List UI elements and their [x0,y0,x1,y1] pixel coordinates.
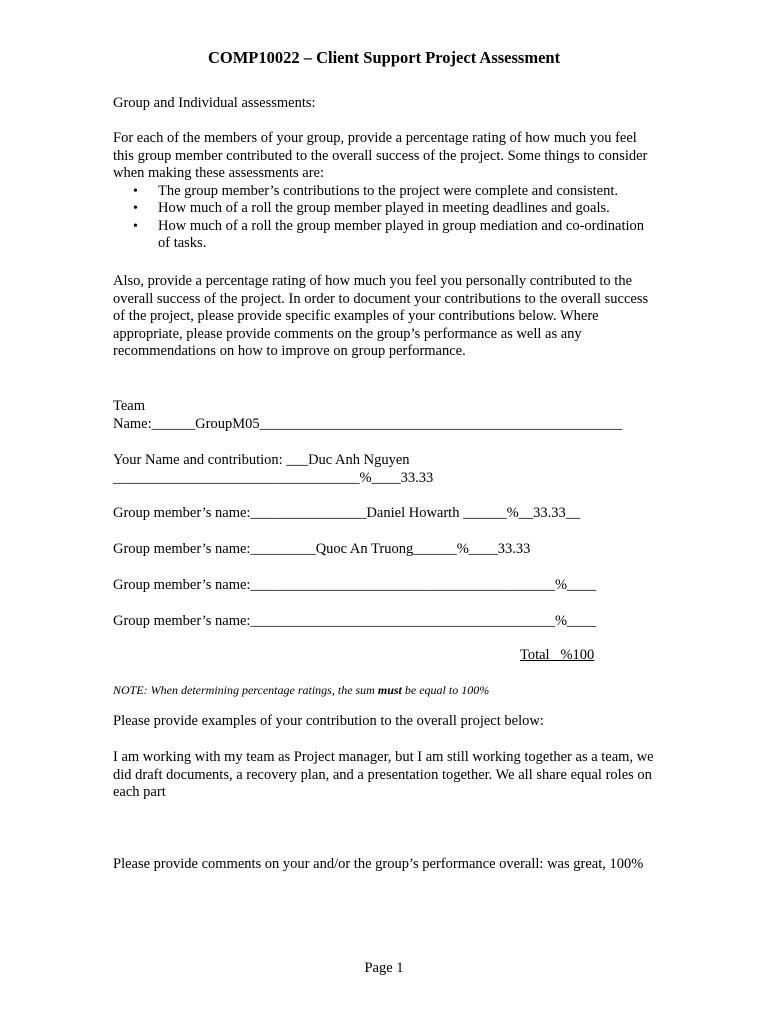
member-row-1: Group member’s name:________________Daniel Howarth ______%__33.33__ [113,505,581,521]
member-row-2: Group member’s name:_________Quoc An Truong______%____33.33 [113,541,531,557]
member-row-4: Group member’s name:__________________________________________%____ [113,613,597,629]
list-item: • How much of a roll the group member played in group mediation and co-ordination of tasks. [113,218,658,253]
member-row-3: Group member’s name:__________________________________________%____ [113,577,597,593]
total-percentage: Total %100 [520,647,595,663]
note-prefix: NOTE: When determining percentage ratings, the sum [113,683,378,697]
also-paragraph: Also, provide a percentage rating of how much you feel you personally contributed to the overall success of the project. In order to document your contributions to the overall success of the project, please provide specific examples of your contributions below. Where appropriate, please provide comments on the group’s performance as well as any recommendations on how to improve on group performance. [113,273,649,359]
team-name-field [113,398,658,433]
note [113,683,658,698]
intro-paragraph: For each of the members of your group, provide a percentage rating of how much you feel this group member contributed to the overall success of the project. Some things to consider when making these assessments are: [113,130,648,181]
note-emphasis: must [377,683,402,697]
list-item: • How much of a roll the group member played in meeting deadlines and goals. [113,200,658,218]
page-number: Page 1 [364,960,404,976]
examples-prompt: Please provide examples of your contribution to the overall project below: [113,713,544,729]
team-label: Team [113,398,145,414]
intro-heading: Group and Individual assessments: [113,95,316,111]
list-item: • The group member’s contributions to the project were complete and consistent. [113,183,658,201]
your-percent-line: __________________________________%____33.33 [113,469,434,486]
your-contribution-field [113,452,658,487]
comments: Please provide comments on your and/or the group’s performance overall: was great, 100% [113,856,644,872]
intro-section [113,130,658,253]
team-name-line: Name:______GroupM05__________________________________________________ [113,415,623,432]
your-name-line: Your Name and contribution: ___Duc Anh Nguyen [113,452,410,468]
document-title: COMP10022 – Client Support Project Assessment [207,48,561,67]
note-suffix: be equal to 100% [401,683,490,697]
examples-answer: I am working with my team as Project manager, but I am still working together as a team, we did draft documents, a recovery plan, and a presentation together. We all share equal roles on each part [113,749,654,800]
criteria-list [113,183,658,253]
